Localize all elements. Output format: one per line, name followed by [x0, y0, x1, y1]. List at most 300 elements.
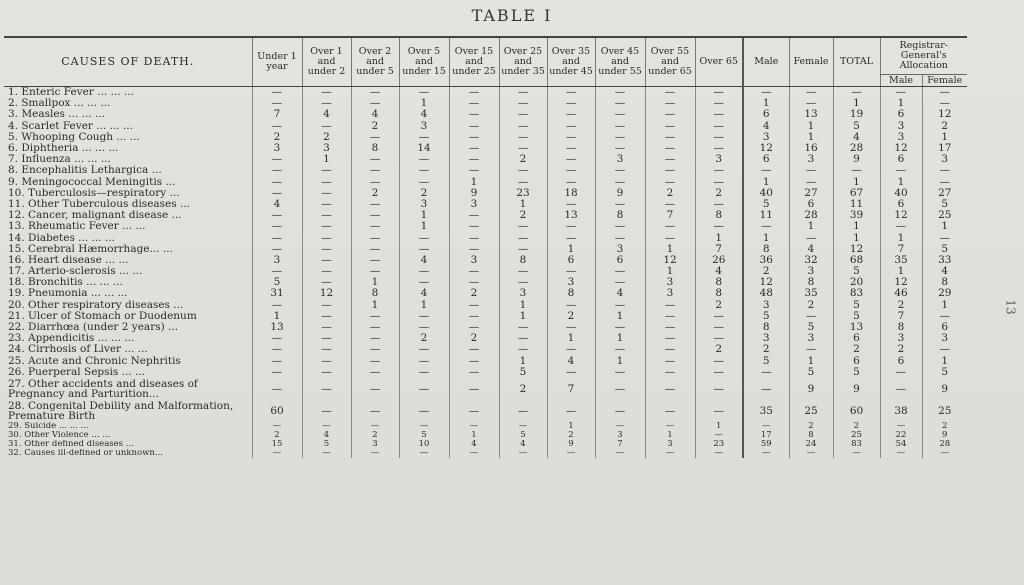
value-cell: —	[302, 87, 351, 99]
value-cell: 1	[595, 356, 645, 367]
value-cell: 2	[880, 344, 922, 355]
cause-cell: 18. Bronchitis ... ... ...	[8, 277, 123, 289]
value-cell: —	[399, 422, 449, 431]
value-cell: —	[743, 165, 789, 176]
value-cell: —	[252, 221, 302, 232]
value-cell: —	[595, 132, 645, 143]
value-cell: —	[302, 356, 351, 367]
value-cell: —	[399, 277, 449, 288]
value-cell: —	[351, 266, 399, 277]
value-cell: —	[499, 333, 547, 344]
value-cell: 3	[645, 277, 695, 288]
value-cell: —	[302, 244, 351, 255]
value-cell: —	[789, 311, 833, 322]
header-female: Female	[789, 37, 833, 87]
value-cell: —	[499, 244, 547, 255]
value-cell: —	[595, 98, 645, 109]
value-cell: 17	[922, 143, 967, 154]
value-cell: —	[351, 311, 399, 322]
value-cell: 3	[547, 277, 595, 288]
value-cell: —	[922, 232, 967, 243]
value-cell: 3	[645, 288, 695, 299]
value-cell: 1	[547, 333, 595, 344]
value-cell: —	[645, 143, 695, 154]
value-cell: 13	[833, 322, 880, 333]
value-cell: —	[833, 449, 880, 458]
value-cell: —	[399, 177, 449, 188]
value-cell: 9	[922, 431, 967, 440]
value-cell: 8	[351, 143, 399, 154]
value-cell: 18	[547, 188, 595, 199]
value-cell: —	[252, 356, 302, 367]
value-cell: —	[351, 221, 399, 232]
table-row	[4, 288, 967, 299]
value-cell: 8	[499, 255, 547, 266]
value-cell: 1	[789, 221, 833, 232]
value-cell: 1	[449, 431, 499, 440]
value-cell: —	[252, 378, 302, 400]
value-cell: —	[449, 87, 499, 99]
value-cell: 5	[302, 440, 351, 449]
header-causes: CAUSES OF DEATH.	[4, 37, 252, 87]
value-cell: —	[595, 221, 645, 232]
value-cell: —	[499, 400, 547, 422]
value-cell: 27	[789, 188, 833, 199]
value-cell: 6	[880, 356, 922, 367]
value-cell: —	[499, 177, 547, 188]
value-cell: 38	[880, 400, 922, 422]
table-row	[4, 400, 967, 422]
table-row	[4, 244, 967, 255]
cause-cell: 23. Appendicitis ... ... ...	[8, 333, 135, 345]
value-cell: 2	[922, 121, 967, 132]
value-cell: 68	[833, 255, 880, 266]
cause-cell: 13. Rheumatic Fever ... ...	[8, 221, 146, 233]
value-cell: 8	[547, 288, 595, 299]
table-row	[4, 132, 967, 143]
value-cell: —	[789, 98, 833, 109]
cause-cell: 27. Other accidents and diseases of Pregnancy and Parturition...	[8, 377, 198, 400]
value-cell: —	[399, 400, 449, 422]
value-cell: 9	[547, 440, 595, 449]
value-cell: 5	[743, 356, 789, 367]
causes-of-death-table	[4, 36, 967, 458]
value-cell: 3	[695, 154, 743, 165]
value-cell: 4	[922, 266, 967, 277]
value-cell: —	[351, 244, 399, 255]
table-row	[4, 154, 967, 165]
value-cell: 35	[880, 255, 922, 266]
value-cell: 5	[399, 431, 449, 440]
value-cell: —	[645, 221, 695, 232]
value-cell: 10	[399, 440, 449, 449]
value-cell: 4	[833, 132, 880, 143]
cause-cell: 15. Cerebral Hæmorrhage... ...	[8, 243, 173, 255]
value-cell: —	[547, 266, 595, 277]
value-cell: 7	[547, 378, 595, 400]
value-cell: 2	[922, 422, 967, 431]
cause-cell: 12. Cancer, malignant disease ...	[8, 210, 182, 222]
value-cell: —	[302, 333, 351, 344]
value-cell: 5	[252, 277, 302, 288]
value-cell: 3	[399, 121, 449, 132]
value-cell: 1	[499, 199, 547, 210]
value-cell: —	[789, 449, 833, 458]
value-cell: —	[645, 344, 695, 355]
value-cell: —	[547, 109, 595, 120]
value-cell: 3	[880, 132, 922, 143]
value-cell: —	[880, 378, 922, 400]
value-cell: 2	[547, 311, 595, 322]
value-cell: 4	[595, 288, 645, 299]
value-cell: —	[547, 154, 595, 165]
value-cell: 2	[449, 333, 499, 344]
value-cell: 7	[252, 109, 302, 120]
value-cell: 29	[922, 288, 967, 299]
value-cell: 11	[833, 199, 880, 210]
value-cell: 5	[833, 121, 880, 132]
value-cell: —	[499, 143, 547, 154]
value-cell: 2	[499, 154, 547, 165]
value-cell: 83	[833, 288, 880, 299]
value-cell: 1	[499, 311, 547, 322]
value-cell: 8	[743, 322, 789, 333]
value-cell: —	[595, 277, 645, 288]
value-cell: —	[645, 367, 695, 378]
value-cell: —	[252, 98, 302, 109]
value-cell: 7	[645, 210, 695, 221]
value-cell: 14	[399, 143, 449, 154]
value-cell: —	[695, 165, 743, 176]
value-cell: 31	[252, 288, 302, 299]
value-cell: —	[252, 87, 302, 99]
value-cell: 2	[399, 333, 449, 344]
value-cell: —	[252, 449, 302, 458]
cause-cell: 6. Diphtheria ... ... ...	[8, 142, 119, 155]
value-cell: —	[302, 255, 351, 266]
value-cell: 3	[449, 255, 499, 266]
value-cell: 8	[880, 322, 922, 333]
table-row	[4, 378, 967, 400]
value-cell: 5	[833, 311, 880, 322]
table-row	[4, 232, 967, 243]
value-cell: —	[252, 154, 302, 165]
value-cell: 7	[695, 244, 743, 255]
value-cell: —	[547, 121, 595, 132]
value-cell: —	[302, 221, 351, 232]
cause-cell: 11. Other Tuberculous diseases ...	[8, 198, 191, 210]
value-cell: 6	[833, 333, 880, 344]
value-cell: 12	[880, 143, 922, 154]
value-cell: 3	[499, 288, 547, 299]
value-cell: —	[595, 121, 645, 132]
value-cell: —	[695, 98, 743, 109]
value-cell: 12	[743, 143, 789, 154]
value-cell: 2	[351, 188, 399, 199]
value-cell: 32	[789, 255, 833, 266]
value-cell: —	[302, 378, 351, 400]
value-cell: —	[547, 221, 595, 232]
value-cell: —	[695, 367, 743, 378]
value-cell: —	[743, 449, 789, 458]
value-cell: —	[595, 266, 645, 277]
value-cell: 17	[743, 431, 789, 440]
value-cell: 5	[499, 367, 547, 378]
value-cell: —	[595, 378, 645, 400]
value-cell: —	[302, 367, 351, 378]
value-cell: —	[449, 121, 499, 132]
value-cell: 25	[833, 431, 880, 440]
value-cell: —	[922, 165, 967, 176]
value-cell: 1	[399, 210, 449, 221]
cause-cell: 32. Causes ill-defined or unknown...	[8, 448, 163, 458]
value-cell: —	[645, 400, 695, 422]
value-cell: 9	[922, 378, 967, 400]
value-cell: 39	[833, 210, 880, 221]
value-cell: —	[302, 344, 351, 355]
value-cell: 1	[743, 98, 789, 109]
value-cell: 7	[595, 440, 645, 449]
value-cell: 8	[743, 244, 789, 255]
table-row	[4, 177, 967, 188]
value-cell: —	[743, 422, 789, 431]
value-cell: —	[302, 121, 351, 132]
value-cell: —	[695, 449, 743, 458]
value-cell: —	[302, 300, 351, 311]
header-reg-female: Female	[922, 75, 967, 87]
value-cell: —	[645, 199, 695, 210]
value-cell: 5	[833, 367, 880, 378]
table-row	[4, 188, 967, 199]
header-age-col: Over 15 and under 25	[449, 37, 499, 87]
value-cell: 5	[789, 322, 833, 333]
value-cell: 2	[833, 344, 880, 355]
value-cell: —	[595, 322, 645, 333]
value-cell: —	[351, 232, 399, 243]
value-cell: —	[499, 98, 547, 109]
value-cell: 3	[880, 121, 922, 132]
header-age-col: Over 35 and under 45	[547, 37, 595, 87]
value-cell: 5	[789, 367, 833, 378]
value-cell: 6	[789, 199, 833, 210]
cause-cell: 16. Heart disease ... ...	[8, 254, 129, 266]
value-cell: —	[595, 143, 645, 154]
value-cell: —	[695, 333, 743, 344]
value-cell: —	[922, 177, 967, 188]
value-cell: 3	[922, 154, 967, 165]
value-cell: —	[302, 188, 351, 199]
value-cell: 13	[547, 210, 595, 221]
value-cell: —	[547, 199, 595, 210]
value-cell: —	[645, 154, 695, 165]
value-cell: —	[252, 300, 302, 311]
value-cell: —	[547, 132, 595, 143]
value-cell: 12	[880, 277, 922, 288]
value-cell: 3	[351, 440, 399, 449]
value-cell: —	[302, 277, 351, 288]
value-cell: —	[595, 232, 645, 243]
value-cell: —	[880, 87, 922, 99]
value-cell: —	[449, 210, 499, 221]
value-cell: 5	[743, 199, 789, 210]
cause-cell: 2. Smallpox ... ... ...	[8, 98, 111, 110]
cause-cell: 4. Scarlet Fever ... ... ...	[8, 120, 133, 132]
value-cell: 4	[399, 288, 449, 299]
value-cell: 25	[789, 400, 833, 422]
value-cell: 28	[922, 440, 967, 449]
cause-cell: 31. Other defined diseases ...	[8, 439, 134, 449]
table-row	[4, 333, 967, 344]
value-cell: —	[399, 344, 449, 355]
value-cell: —	[499, 232, 547, 243]
value-cell: 3	[743, 132, 789, 143]
value-cell: 8	[695, 288, 743, 299]
value-cell: —	[880, 449, 922, 458]
value-cell: 6	[880, 109, 922, 120]
value-cell: 11	[743, 210, 789, 221]
value-cell: —	[499, 344, 547, 355]
value-cell: 20	[833, 277, 880, 288]
value-cell: —	[252, 177, 302, 188]
value-cell: —	[922, 449, 967, 458]
value-cell: 8	[789, 277, 833, 288]
value-cell: 1	[399, 98, 449, 109]
cause-cell: 22. Diarrhœa (under 2 years) ...	[8, 321, 179, 334]
value-cell: 1	[547, 422, 595, 431]
value-cell: —	[547, 300, 595, 311]
value-cell: 28	[833, 143, 880, 154]
value-cell: —	[789, 87, 833, 99]
value-cell: 2	[833, 422, 880, 431]
cause-cell: 8. Encephalitis Lethargica ...	[8, 165, 162, 177]
value-cell: 5	[833, 300, 880, 311]
value-cell: 9	[833, 378, 880, 400]
value-cell: —	[351, 333, 399, 344]
value-cell: 1	[645, 266, 695, 277]
value-cell: —	[449, 109, 499, 120]
value-cell: 1	[743, 232, 789, 243]
value-cell: 59	[743, 440, 789, 449]
value-cell: 8	[351, 288, 399, 299]
value-cell: —	[449, 165, 499, 176]
value-cell: 4	[743, 121, 789, 132]
value-cell: 46	[880, 288, 922, 299]
value-cell: —	[922, 311, 967, 322]
value-cell: 1	[833, 232, 880, 243]
value-cell: —	[351, 356, 399, 367]
value-cell: 23	[499, 188, 547, 199]
value-cell: 6	[595, 255, 645, 266]
value-cell: 3	[645, 440, 695, 449]
value-cell: —	[399, 356, 449, 367]
value-cell: 26	[695, 255, 743, 266]
value-cell: 5	[922, 199, 967, 210]
value-cell: —	[449, 98, 499, 109]
value-cell: 1	[695, 422, 743, 431]
value-cell: —	[499, 266, 547, 277]
value-cell: 1	[922, 221, 967, 232]
value-cell: 3	[595, 244, 645, 255]
cause-cell: 1. Enteric Fever ... ... ...	[8, 86, 134, 99]
value-cell: —	[302, 422, 351, 431]
table-row	[4, 221, 967, 232]
value-cell: 3	[302, 143, 351, 154]
value-cell: 6	[833, 356, 880, 367]
value-cell: —	[449, 154, 499, 165]
value-cell: 3	[449, 199, 499, 210]
value-cell: —	[645, 109, 695, 120]
value-cell: —	[645, 449, 695, 458]
value-cell: —	[449, 449, 499, 458]
value-cell: 83	[833, 440, 880, 449]
value-cell: 6	[743, 109, 789, 120]
value-cell: 3	[595, 431, 645, 440]
value-cell: 1	[880, 98, 922, 109]
value-cell: —	[399, 165, 449, 176]
value-cell: —	[449, 277, 499, 288]
value-cell: 36	[743, 255, 789, 266]
header-age-col: Over 65	[695, 37, 743, 87]
header-age-col: Over 55 and under 65	[645, 37, 695, 87]
value-cell: 1	[833, 177, 880, 188]
value-cell: —	[302, 165, 351, 176]
value-cell: 4	[449, 440, 499, 449]
value-cell: —	[351, 98, 399, 109]
value-cell: 1	[399, 300, 449, 311]
value-cell: —	[595, 400, 645, 422]
value-cell: —	[351, 199, 399, 210]
value-cell: 48	[743, 288, 789, 299]
header-age-col: Over 25 and under 35	[499, 37, 547, 87]
value-cell: —	[547, 400, 595, 422]
value-cell: 2	[695, 300, 743, 311]
value-cell: —	[645, 87, 695, 99]
value-cell: 1	[351, 277, 399, 288]
value-cell: 5	[922, 367, 967, 378]
value-cell: —	[351, 400, 399, 422]
value-cell: —	[743, 367, 789, 378]
value-cell: —	[399, 378, 449, 400]
value-cell: 12	[743, 277, 789, 288]
value-cell: —	[595, 422, 645, 431]
value-cell: 5	[499, 431, 547, 440]
cause-cell: 17. Arterio-sclerosis ... ...	[8, 266, 143, 278]
value-cell: 8	[922, 277, 967, 288]
value-cell: —	[880, 422, 922, 431]
value-cell: 3	[252, 255, 302, 266]
value-cell: 6	[743, 154, 789, 165]
table-row	[4, 322, 967, 333]
value-cell: —	[252, 210, 302, 221]
value-cell: —	[547, 98, 595, 109]
value-cell: —	[595, 177, 645, 188]
header-registrar: Registrar-General's Allocation	[880, 37, 967, 75]
value-cell: —	[547, 367, 595, 378]
value-cell: 1	[833, 221, 880, 232]
value-cell: —	[252, 367, 302, 378]
header-age-col: Over 45 and under 55	[595, 37, 645, 87]
value-cell: —	[302, 232, 351, 243]
value-cell: 1	[302, 154, 351, 165]
value-cell: —	[695, 221, 743, 232]
value-cell: —	[252, 422, 302, 431]
value-cell: —	[302, 449, 351, 458]
value-cell: 5	[833, 266, 880, 277]
value-cell: 3	[743, 333, 789, 344]
value-cell: 1	[922, 356, 967, 367]
table-row	[4, 210, 967, 221]
value-cell: —	[595, 199, 645, 210]
